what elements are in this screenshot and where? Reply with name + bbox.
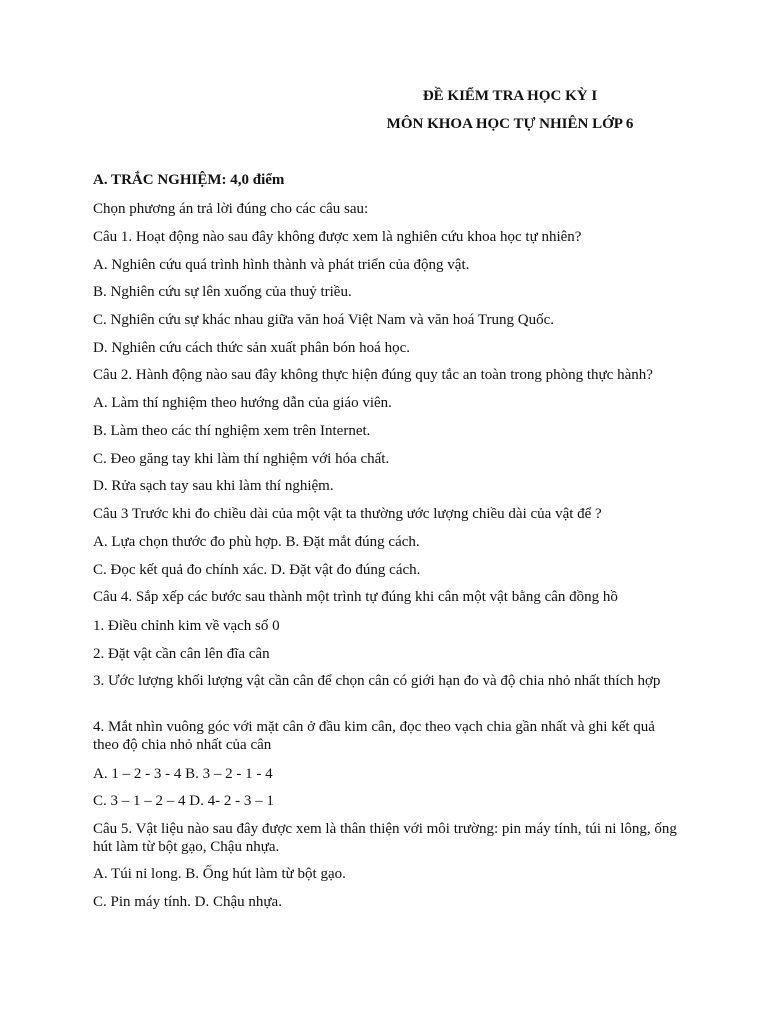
q5-options-ab: A. Túi ni long. B. Ống hút làm từ bột gạo. xyxy=(93,866,346,882)
question-3: Câu 3 Trước khi đo chiều dài của một vật ta thường ước lượng chiều dài của vật để ? xyxy=(93,506,602,522)
q5-options-cd: C. Pin máy tính. D. Chậu nhựa. xyxy=(93,894,282,910)
q1-option-a: A. Nghiên cứu quá trình hình thành và phát triển của động vật. xyxy=(93,257,470,273)
question-1: Câu 1. Hoạt động nào sau đây không được xem là nghiên cứu khoa học tự nhiên? xyxy=(93,229,582,245)
q2-option-d: D. Rửa sạch tay sau khi làm thí nghiệm. xyxy=(93,478,334,494)
question-5: Câu 5. Vật liệu nào sau đây được xem là thân thiện với môi trường: pin máy tính, túi ni lông, ống hút làm từ bột gạo, Chậu nhựa. xyxy=(93,821,677,855)
q1-option-d: D. Nghiên cứu cách thức sản xuất phân bón hoá học. xyxy=(93,340,410,356)
q4-step-1: 1. Điều chỉnh kim về vạch số 0 xyxy=(93,618,280,634)
q4-step-2: 2. Đặt vật cần cân lên đĩa cân xyxy=(93,646,270,662)
exam-title: ĐỀ KIỂM TRA HỌC KỲ I xyxy=(422,88,598,104)
section-heading: A. TRẮC NGHIỆM: 4,0 điểm xyxy=(93,172,285,188)
q4-step-4: 4. Mắt nhìn vuông góc với mặt cân ở đầu kim cân, đọc theo vạch chia gần nhất và ghi kết quả theo độ chia nhỏ nhất của cân xyxy=(93,719,655,753)
q2-option-b: B. Làm theo các thí nghiệm xem trên Internet. xyxy=(93,423,371,439)
q4-options-cd: C. 3 – 1 – 2 – 4 D. 4- 2 - 3 – 1 xyxy=(93,793,274,809)
question-4: Câu 4. Sắp xếp các bước sau thành một trình tự đúng khi cân một vật bằng cân đồng hồ xyxy=(93,589,618,605)
q1-option-b: B. Nghiên cứu sự lên xuống của thuỷ triều. xyxy=(93,284,352,300)
q3-options-ab: A. Lựa chọn thước đo phù hợp. B. Đặt mắt đúng cách. xyxy=(93,534,420,550)
q2-option-a: A. Làm thí nghiệm theo hướng dẫn của giáo viên. xyxy=(93,395,392,411)
subject-title: MÔN KHOA HỌC TỰ NHIÊN LỚP 6 xyxy=(386,116,634,132)
q4-step-3: 3. Ước lượng khối lượng vật cần cân để chọn cân có giới hạn đo và độ chia nhỏ nhất thích hợp xyxy=(93,673,661,689)
q2-option-c: C. Đeo găng tay khi làm thí nghiệm với hóa chất. xyxy=(93,451,390,467)
q1-option-c: C. Nghiên cứu sự khác nhau giữa văn hoá Việt Nam và văn hoá Trung Quốc. xyxy=(93,312,555,328)
question-2: Câu 2. Hành động nào sau đây không thực hiện đúng quy tắc an toàn trong phòng thực hành? xyxy=(93,367,653,383)
instruction-text: Chọn phương án trả lời đúng cho các câu sau: xyxy=(93,201,369,217)
q3-options-cd: C. Đọc kết quả đo chính xác. D. Đặt vật đo đúng cách. xyxy=(93,562,421,578)
q4-options-ab: A. 1 – 2 - 3 - 4 B. 3 – 2 - 1 - 4 xyxy=(93,766,273,782)
